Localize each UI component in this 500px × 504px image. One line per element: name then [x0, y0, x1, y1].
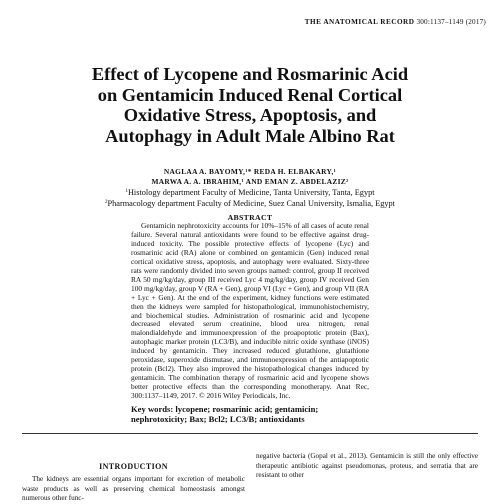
title-line: Oxidative Stress, Apoptosis, and	[123, 105, 377, 126]
affiliation-number: 1	[125, 189, 128, 194]
title-line: Autophagy in Adult Male Albino Rat	[105, 125, 395, 146]
journal-name: THE ANATOMICAL RECORD	[304, 18, 415, 26]
abstract-text: Gentamicin nephrotoxicity accounts for 10%–15% of all cases of acute renal failure. Several natural antioxidants were found to be effective against drug-induced toxicity. The possible protective effects of lycopene (Lyc) and rosmarinic acid (RA) alone or combined on gentamicin (Gen) induced renal cortical oxidative stress, apoptosis, and autophagy were evaluated. Sixty-three rats were randomly divided into seven groups named: control, group II received RA 50 mg/kg/day, group III received Lyc 4 mg/kg/day, group IV received Gen 100 mg/kg/day, group V (RA + Gen), group VI (Lyc + Gen), and group VII (RA + Lyc + Gen). At the end of the experiment, kidney functions were estimated then the kidneys were sampled for histopathological, immunohistochemistry, and biochemical studies. Administration of rosmarinic acid and lycopene decreased elevated serum creatinine, blood urea nitrogen, renal malondialdehyde and immunoexpression of the proapoptotic protein (Bax), autophagic marker protein (LC3/B), and inducible nitric oxide synthase (iNOS) induced by gentamicin. They increased reduced glutathione, glutathione peroxidase, superoxide dismutase, and immunoexpression of the antiapoptotic protein (Bcl2). They also improved the histopathological changes induced by gentamicin. The combination therapy of rosmarinic acid and lycopene shows better protective effects than the corresponding monotherapy. Anat Rec, 300:1137–1149, 2017. © 2016 Wiley Periodicals, Inc.	[131, 221, 369, 401]
affiliation-line	[50, 187, 450, 198]
introduction-right-column: negative bacteria (Gopal et al., 2013). Gentamicin is still the only effective therapeutic antibiotic against pseudomonas, proteus, and serratia that are resistant to other	[256, 452, 478, 480]
introduction-heading: INTRODUCTION	[99, 462, 168, 471]
affiliation-text: Histology department Faculty of Medicine, Tanta University, Tanta, Egypt	[127, 188, 375, 197]
journal-citation: 300:1137–1149 (2017)	[416, 18, 486, 26]
affiliation-text: Pharmacology department Faculty of Medicine, Suez Canal University, Ismalia, Egypt	[107, 198, 395, 208]
article-title	[40, 64, 460, 146]
author-line: MARWA A. A. IBRAHIM,¹ AND EMAN Z. ABDELAZIZ²	[151, 176, 349, 186]
title-line: Effect of Lycopene and Rosmarinic Acid	[91, 64, 409, 84]
keywords-text: lycopene; rosmarinic acid; gentamicin; nephrotoxicity; Bax; Bcl2; LC3/B; antioxidants	[131, 404, 319, 424]
affiliations	[50, 187, 450, 208]
affiliation-number: 2	[105, 199, 108, 205]
title-line: on Gentamicin Induced Renal Cortical	[97, 84, 403, 105]
keywords-label: Key words:	[131, 404, 174, 414]
author-line: NAGLAA A. BAYOMY,¹* REDA H. ELBAKARY,¹	[163, 167, 337, 176]
running-head	[305, 18, 486, 26]
author-list	[60, 167, 440, 186]
abstract-heading: ABSTRACT	[227, 213, 273, 222]
keywords	[131, 405, 369, 424]
introduction-left-column: The kidneys are essential organs important for excretion of metabolic waste products as well as preserving chemical homeostasis amongst numerous other func-	[22, 475, 245, 503]
section-divider	[22, 433, 478, 434]
affiliation-line	[50, 198, 450, 209]
